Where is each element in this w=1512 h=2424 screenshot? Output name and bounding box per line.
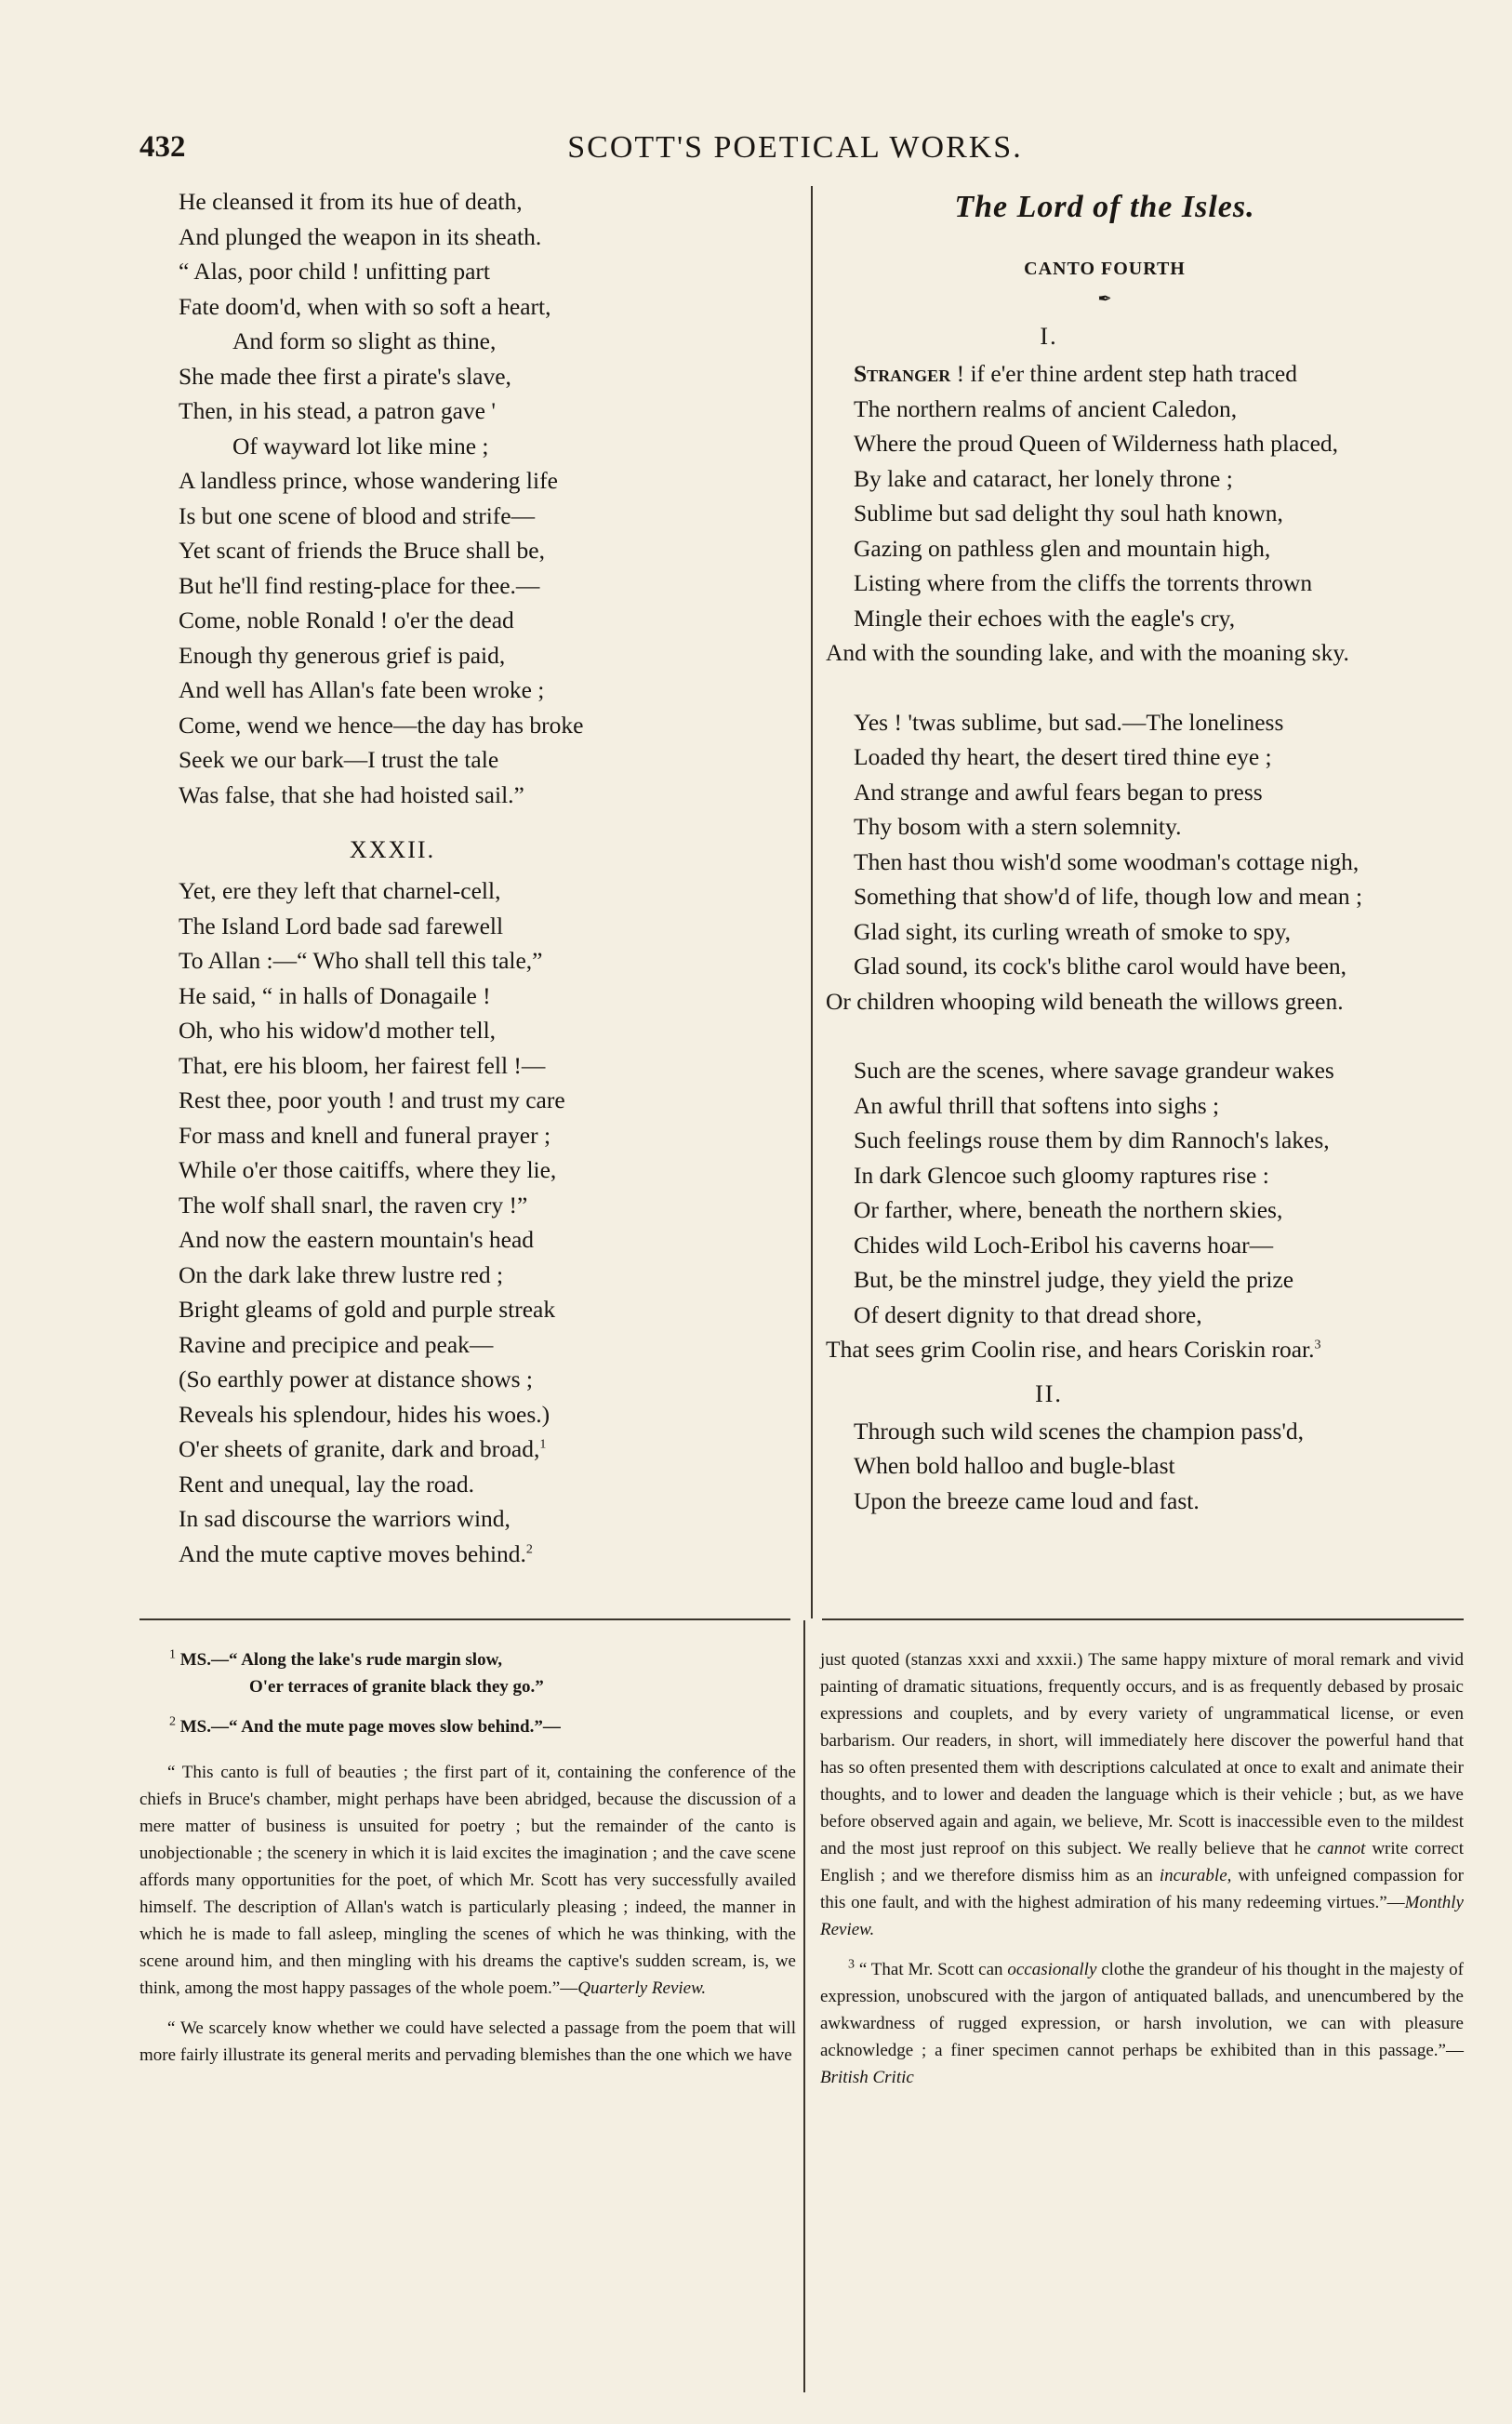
stanza-xxxi-end — [179, 184, 802, 812]
verse-line: By lake and cataract, her lonely throne ; — [854, 464, 1233, 492]
verse-line: And the mute captive moves behind.$^2$ — [179, 1539, 533, 1567]
verse-line: O'er sheets of granite, dark and broad,$^1$ — [179, 1435, 547, 1462]
running-title: SCOTT'S POETICAL WORKS. — [567, 130, 1023, 165]
poem-title: The Lord of the Isles. — [954, 190, 1255, 224]
verse-line: Such are the scenes, where savage grandeur wakes — [854, 1057, 1334, 1084]
footnote-column-divider — [803, 1620, 805, 2392]
verse-line: Listing where from the cliffs the torrents thrown — [854, 569, 1313, 596]
stanza-xxxii — [179, 873, 802, 1571]
stanza-ii — [826, 1414, 1477, 1519]
verse-line: Stranger ! if e'er thine ardent step hath traced — [854, 360, 1297, 387]
verse-line: Then, in his stead, a patron gave ' — [179, 397, 496, 424]
verse-line: Of wayward lot like mine ; — [232, 432, 489, 459]
column-divider — [811, 186, 813, 1618]
verse-line: Loaded thy heart, the desert tired thine eye ; — [854, 743, 1272, 770]
verse-line: On the dark lake threw lustre red ; — [179, 1260, 504, 1288]
verse-line: But, be the minstrel judge, they yield the prize — [854, 1266, 1294, 1293]
verse-line: Gazing on pathless glen and mountain high, — [854, 534, 1271, 562]
stanza-number-ii: II. — [1035, 1379, 1063, 1407]
verse-line: Thy bosom with a stern solemnity. — [854, 813, 1182, 840]
verse-line: A landless prince, whose wandering life — [179, 467, 558, 494]
verse-line: Come, noble Ronald ! o'er the dead — [179, 606, 514, 633]
verse-line: In dark Glencoe such gloomy raptures rise : — [854, 1161, 1269, 1189]
verse-line: Fate doom'd, when with so soft a heart, — [179, 292, 551, 320]
review-quote-quarterly: “ This canto is full of beauties ; the first part of it, containing the conference of the chiefs in Bruce's chamber, might perhaps have been abridged, because the discussion of a mere matter of business is unsuited for poetry ; but the remainder of the canto is unobjectionable ; the scenery in which it is laid excites the imagination ; and the cave scene affords many opportunities for the poet, of which Mr. Scott has very successfully availed himself. The description of Allan's watch is particularly pleasing ; indeed, the manner in which he is made to fall asleep, mingling the scenes of which he was thinking, with the scene around him, and then mingling with his dreams the captive's sudden scream, is, we think, among the most happy passages of the whole poem.”—Quarterly Review. — [139, 1763, 796, 1998]
verse-line: And strange and awful fears began to press — [854, 778, 1263, 806]
footnote-1: $^1$ MS.—“ Along the lake's rude margin slow, — [169, 1647, 502, 1670]
verse-line: To Allan :—“ Who shall tell this tale,” — [179, 947, 543, 974]
verse-line: Seek we our bark—I trust the tale — [179, 746, 499, 773]
verse-line: Such feelings rouse them by dim Rannoch's lakes, — [854, 1126, 1330, 1153]
verse-line: Of desert dignity to that dread shore, — [854, 1300, 1202, 1328]
verse-line: Is but one scene of blood and strife— — [179, 501, 536, 529]
verse-line: While o'er those caitiffs, where they lie, — [179, 1156, 557, 1183]
verse-line: An awful thrill that softens into sighs ; — [854, 1091, 1220, 1119]
footnote-1-line-2: O'er terraces of granite black they go.” — [249, 1677, 544, 1697]
verse-line-alexandrine: Or children whooping wild beneath the willows green. — [826, 987, 1344, 1015]
stanza-i-part-3 — [826, 1053, 1477, 1332]
verse-line: In sad discourse the warriors wind, — [179, 1505, 511, 1532]
verse-line: For mass and knell and funeral prayer ; — [179, 1121, 551, 1149]
ornament-mark: ✒ — [1097, 289, 1112, 308]
verse-line: Chides wild Loch-Eribol his caverns hoar— — [854, 1231, 1274, 1259]
footnote-marker: 2 — [525, 1542, 533, 1556]
verse-line: But he'll find resting-place for thee.— — [179, 571, 540, 599]
verse-line: Glad sound, its cock's blithe carol would have been, — [854, 952, 1347, 979]
verse-line: Or farther, where, beneath the northern skies, — [854, 1196, 1283, 1223]
page-header — [139, 130, 1451, 171]
footnotes-right — [820, 1646, 1464, 2091]
verse-line: That, ere his bloom, her fairest fell !— — [179, 1051, 546, 1079]
verse-line: Enough thy generous grief is paid, — [179, 641, 506, 669]
verse-line: Sublime but sad delight thy soul hath known, — [854, 499, 1283, 526]
footnote-3: $^3$ “ That Mr. Scott can occasionally clothe the grandeur of his thought in the majesty of expression, unobscured with the jargon of antiquated ballads, and unencumbered by the awkwardness of rugged expression, or harsh involution, we can with pleasure acknowledge ; a finer specimen cannot perhaps be exhibited than in this passage.”—British Critic — [820, 1957, 1464, 2087]
stanza-gap — [826, 1019, 1477, 1053]
verse-line: And form so slight as thine, — [232, 327, 497, 354]
verse-line: And well has Allan's fate been wroke ; — [179, 676, 545, 703]
footnote-marker-3: 3 — [1314, 1338, 1321, 1352]
verse-line: Something that show'd of life, though low and mean ; — [854, 883, 1363, 910]
verse-line: Rent and unequal, lay the road. — [179, 1470, 474, 1498]
right-verse-column — [826, 184, 1477, 1518]
footnote-rule-left — [139, 1618, 790, 1620]
verse-line: And now the eastern mountain's head — [179, 1226, 535, 1253]
footnote-marker: 1 — [539, 1437, 547, 1452]
review-quote-monthly-cont: just quoted (stanzas xxxi and xxxii.) The same happy mixture of moral remark and vivid painting of dramatic situations, frequently occurs, and is as frequently debased by prosaic expressions and couplets, and by every variety of ungrammatical license, or even barbarism. Our readers, in short, will immediately here discover the powerful hand that has so often presented them with descriptions calculated at once to exalt and animate their thoughts, and to lower and deaden the language which is their vehicle ; but, as we have before observed again and again, we believe, Mr. Scott is inaccessible even to the mildest and the most just reproof on this subject. We really believe that he cannot write correct English ; and we therefore dismiss him as an incurable, with unfeigned compassion for this one fault, and with the highest admiration of his many redeeming virtues.”—Monthly Review. — [820, 1650, 1464, 1939]
canto-heading: CANTO FOURTH — [1024, 259, 1186, 279]
first-word: Stranger — [854, 360, 951, 387]
footnote-2: $^2$ MS.—“ And the mute page moves slow behind.”— — [169, 1714, 561, 1737]
verse-line: He cleansed it from its hue of death, — [179, 188, 523, 215]
verse-line: Was false, that she had hoisted sail.” — [179, 780, 524, 808]
verse-line: Bright gleams of gold and purple streak — [179, 1296, 556, 1323]
footnote-rule-right — [822, 1618, 1464, 1620]
verse-line: Oh, who his widow'd mother tell, — [179, 1017, 497, 1044]
verse-line: Then hast thou wish'd some woodman's cottage nigh, — [854, 847, 1359, 875]
verse-line: The Island Lord bade sad farewell — [179, 912, 504, 939]
footnotes-left — [139, 1646, 796, 2069]
page-number: 432 — [139, 130, 186, 164]
verse-line-alexandrine: That sees grim Coolin rise, and hears Coriskin roar.$^3$ — [826, 1336, 1321, 1363]
verse-line: The northern realms of ancient Caledon, — [854, 394, 1238, 422]
stanza-i — [826, 392, 1477, 636]
verse-line: Reveals his splendour, hides his woes.) — [179, 1400, 550, 1428]
verse-line: Ravine and precipice and peak— — [179, 1330, 494, 1358]
verse-line: Come, wend we hence—the day has broke — [179, 711, 584, 739]
review-quote-monthly-start: “ We scarcely know whether we could have selected a passage from the poem that will more fairly illustrate its general merits and pervading blemishes than the one which we have — [139, 2018, 796, 2065]
left-verse-column — [179, 184, 802, 1571]
verse-line: Yes ! 'twas sublime, but sad.—The loneliness — [854, 708, 1284, 736]
stanza-i-part-2 — [826, 705, 1477, 984]
verse-line: When bold halloo and bugle-blast — [854, 1452, 1175, 1479]
verse-line: Mingle their echoes with the eagle's cry, — [854, 604, 1236, 632]
verse-line: Upon the breeze came loud and fast. — [854, 1486, 1200, 1514]
verse-line: Through such wild scenes the champion pass'd, — [854, 1417, 1305, 1445]
verse-line-alexandrine: And with the sounding lake, and with the moaning sky. — [826, 639, 1349, 666]
verse-line: The wolf shall snarl, the raven cry !” — [179, 1191, 528, 1219]
verse-line: (So earthly power at distance shows ; — [179, 1365, 533, 1392]
verse-line: Yet, ere they left that charnel-cell, — [179, 877, 501, 904]
verse-line: Where the proud Queen of Wilderness hath placed, — [854, 430, 1339, 457]
stanza-number-i: I. — [1040, 323, 1058, 350]
stanza-number-xxxii: XXXII. — [349, 836, 436, 863]
verse-line: And plunged the weapon in its sheath. — [179, 222, 542, 250]
verse-line: She made thee first a pirate's slave, — [179, 362, 511, 390]
verse-line: “ Alas, poor child ! unfitting part — [179, 258, 490, 285]
verse-line: Rest thee, poor youth ! and trust my care — [179, 1086, 565, 1113]
verse-line: Glad sight, its curling wreath of smoke to spy, — [854, 917, 1292, 945]
verse-line: He said, “ in halls of Donagaile ! — [179, 981, 491, 1009]
verse-line: Yet scant of friends the Bruce shall be, — [179, 537, 545, 564]
stanza-gap — [826, 671, 1477, 705]
